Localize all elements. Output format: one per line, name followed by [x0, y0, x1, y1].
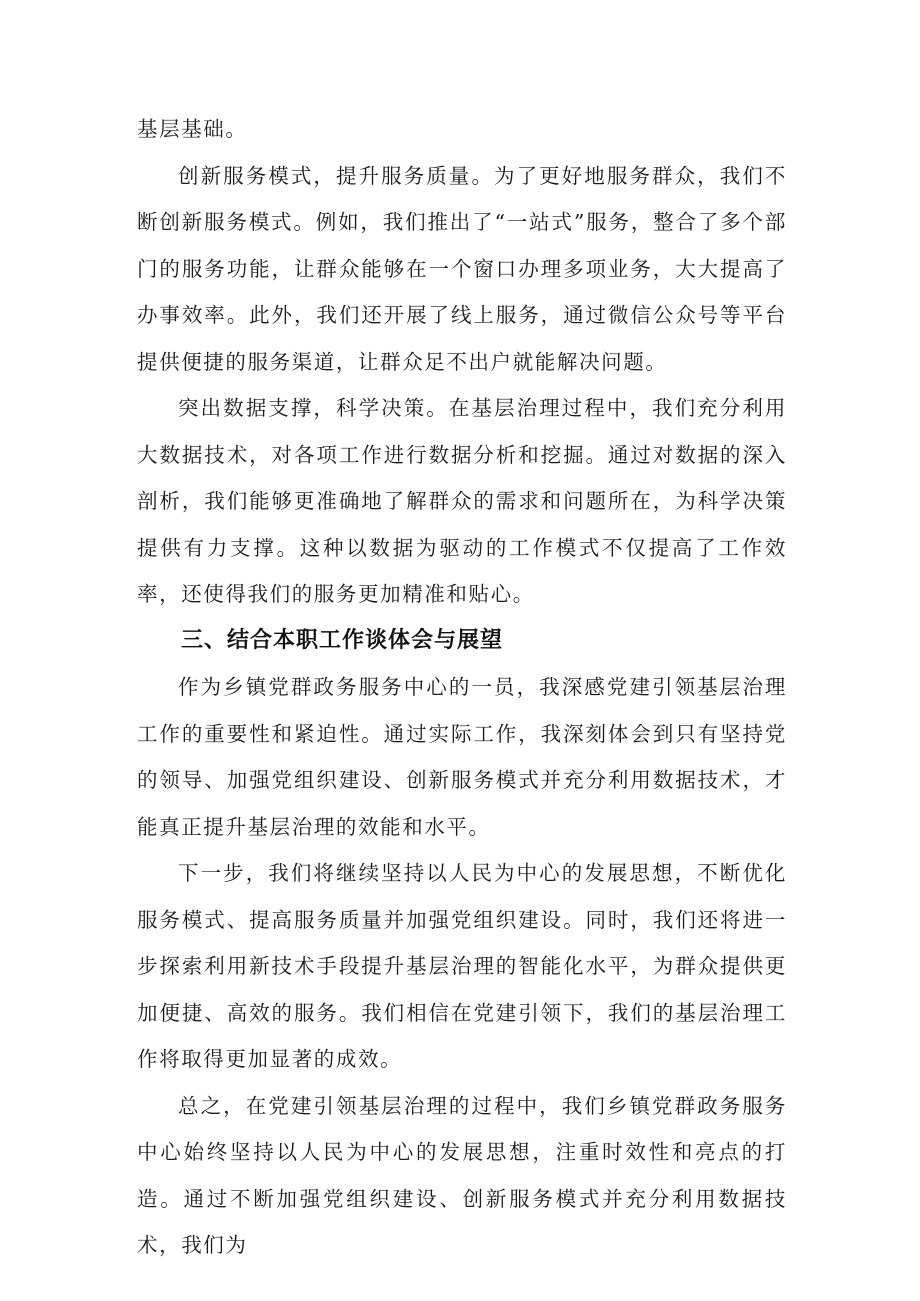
- continuation-line: 基层基础。: [137, 117, 248, 141]
- section-heading: 三、结合本职工作谈体会与展望: [181, 627, 504, 653]
- paragraph-summary: 总之，在党建引领基层治理的过程中，我们乡镇党群政务服务中心始终坚持以人民为中心的发展思想，注重时效性和亮点的打造。通过不断加强党组织建设、创新服务模式并充分利用数据技术，我们为: [137, 1093, 787, 1257]
- paragraph-experience: 作为乡镇党群政务服务中心的一员，我深感党建引领基层治理工作的重要性和紧迫性。通过实际工作，我深刻体会到只有坚持党的领导、加强党组织建设、创新服务模式并充分利用数据技术，才能真正提升基层治理的效能和水平。: [137, 675, 787, 839]
- paragraph-data-support: 突出数据支撑，科学决策。在基层治理过程中，我们充分利用大数据技术，对各项工作进行数据分析和挖掘。通过对数据的深入剖析，我们能够更准确地了解群众的需求和问题所在，为科学决策提供有力支撑。这种以数据为驱动的工作模式不仅提高了工作效率，还使得我们的服务更加精准和贴心。: [137, 396, 787, 606]
- paragraph-next-steps: 下一步，我们将继续坚持以人民为中心的发展思想，不断优化服务模式、提高服务质量并加强党组织建设。同时，我们还将进一步探索利用新技术手段提升基层治理的智能化水平，为群众提供更加便捷、高效的服务。我们相信在党建引领下，我们的基层治理工作将取得更加显著的成效。: [137, 861, 787, 1071]
- document-body: [137, 106, 787, 1269]
- paragraph-service-model: 创新服务模式，提升服务质量。为了更好地服务群众，我们不断创新服务模式。例如，我们推出了“一站式”服务，整合了多个部门的服务功能，让群众能够在一个窗口办理多项业务，大大提高了办事效率。此外，我们还开展了线上服务，通过微信公众号等平台提供便捷的服务渠道，让群众足不出户就能解决问题。: [137, 163, 787, 374]
